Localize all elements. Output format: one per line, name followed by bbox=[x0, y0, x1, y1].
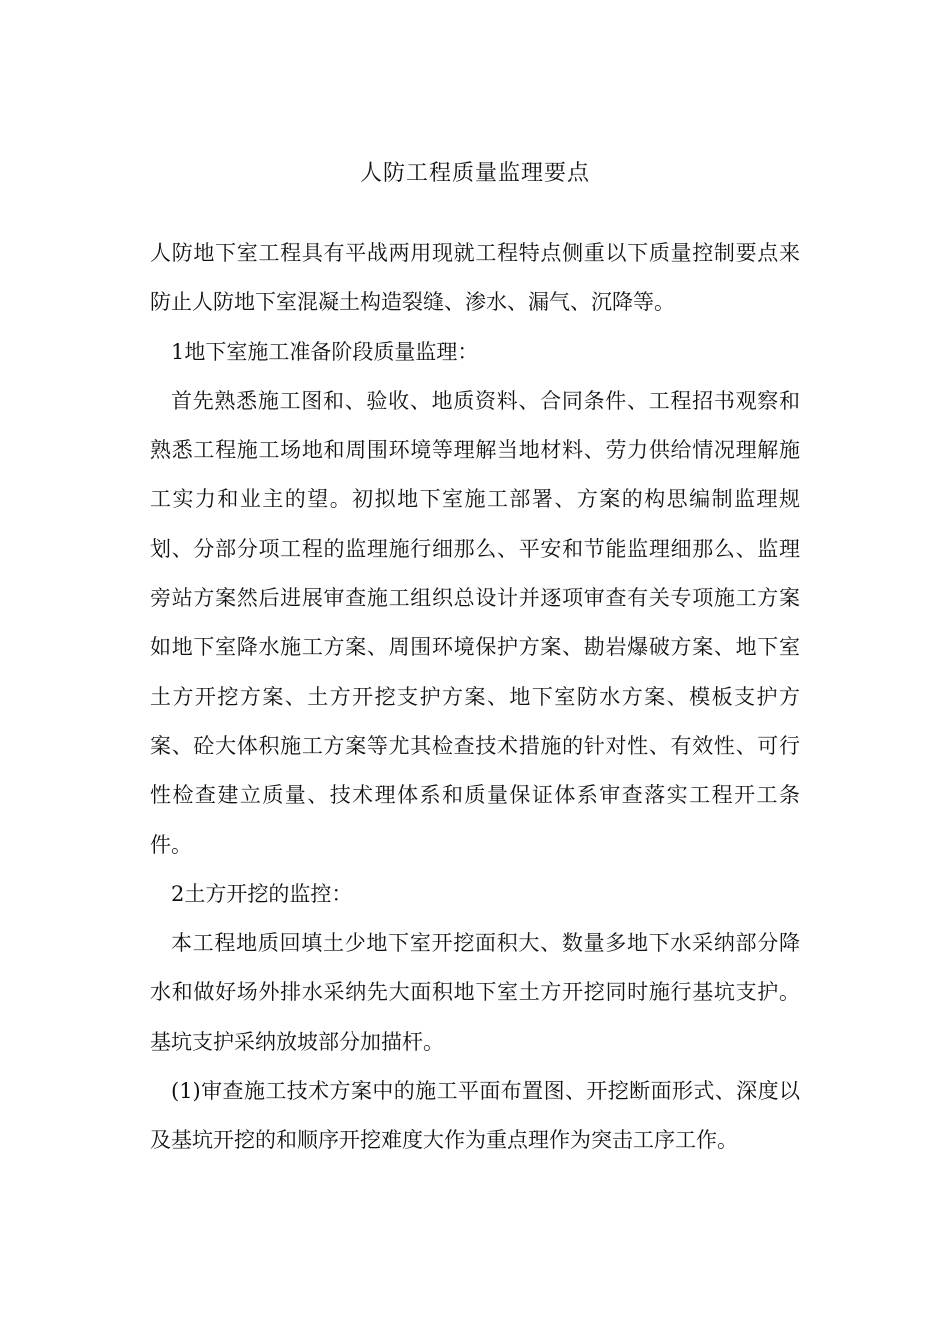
paragraph-item-1: (1)审查施工技术方案中的施工平面布置图、开挖断面形式、深度以及基坑开挖的和顺序开挖难度大作为重点理作为突击工序工作。 bbox=[150, 1079, 800, 1153]
section-heading-2: 2土方开挖的监控： bbox=[171, 881, 353, 906]
paragraph-preparation: 首先熟悉施工图和、验收、地质资料、合同条件、工程招书观察和熟悉工程施工场地和周围环境等理解当地材料、劳力供给情况理解施工实力和业主的望。初拟地下室施工部署、方案的构思编制监理规划、分部分项工程的监理施行细那么、平安和节能监理细那么、监理旁站方案然后进展审查施工组织总设计并逐项审查有关专项施工方案如地下室降水施工方案、周围环境保护方案、勘岩爆破方案、地下室土方开挖方案、土方开挖支护方案、地下室防水方案、模板支护方案、砼大体积施工方案等尤其检查技术措施的针对性、有效性、可行性检查建立质量、技术理体系和质量保证体系审查落实工程开工条件。 bbox=[150, 388, 800, 857]
document-body bbox=[150, 229, 800, 1166]
paragraph-intro: 人防地下室工程具有平战两用现就工程特点侧重以下质量控制要点来防止人防地下室混凝土构造裂缝、渗水、漏气、沉降等。 bbox=[150, 241, 800, 315]
document-title: 人防工程质量监理要点 bbox=[359, 161, 590, 186]
section-heading-1: 1地下室施工准备阶段质量监理： bbox=[171, 339, 479, 364]
paragraph-excavation: 本工程地质回填土少地下室开挖面积大、数量多地下水采纳部分降水和做好场外排水采纳先大面积地下室土方开挖同时施行基坑支护。基坑支护采纳放坡部分加描杆。 bbox=[150, 931, 800, 1054]
